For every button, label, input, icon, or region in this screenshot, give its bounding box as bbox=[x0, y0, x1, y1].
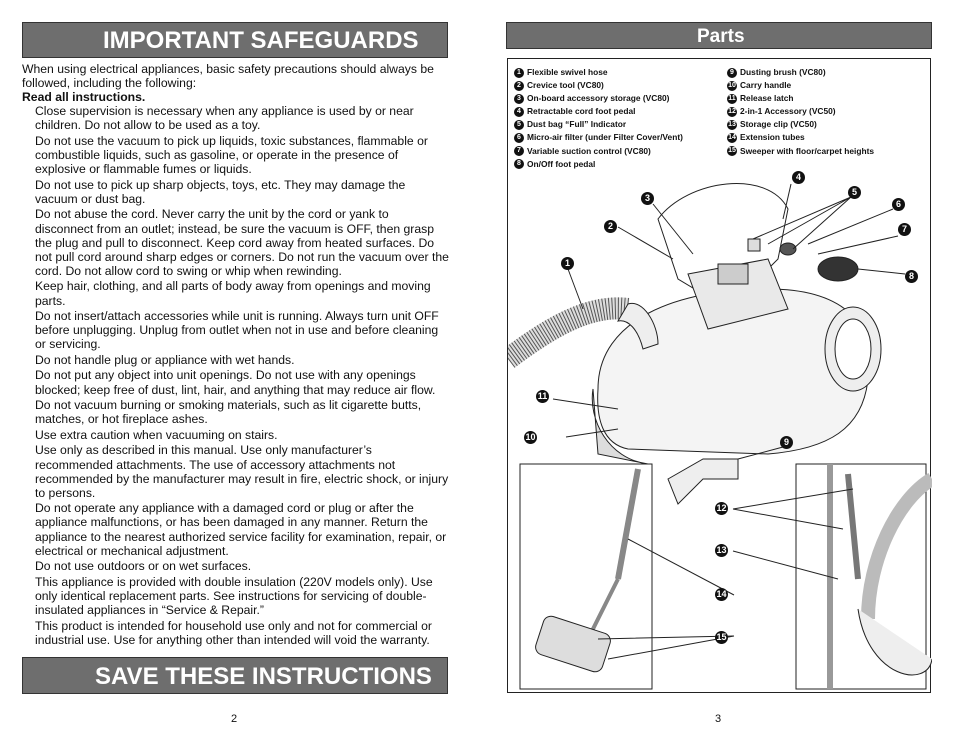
legend-item: 7 Variable suction control (VC80) bbox=[514, 145, 683, 158]
callout-2: 2 bbox=[604, 220, 617, 233]
page-number-left: 2 bbox=[231, 713, 238, 725]
legend-item: 6 Micro-air filter (under Filter Cover/Vent) bbox=[514, 131, 683, 144]
legend-item: 11 Release latch bbox=[728, 93, 794, 104]
callout-4: 4 bbox=[792, 171, 805, 184]
legend-item: 14 Extension tubes bbox=[728, 132, 805, 143]
safeguard-item: Close supervision is necessary when any appliance is used by or near children. Do not allow to be used as a toy. bbox=[35, 104, 414, 133]
legend-item: 2 Crevice tool (VC80) bbox=[514, 79, 683, 92]
legend-item: 1 Flexible swivel hose bbox=[514, 66, 683, 79]
page-number-right: 3 bbox=[715, 713, 722, 725]
safeguard-item: Do not use outdoors or on wet surfaces. bbox=[35, 559, 252, 574]
safeguards-text bbox=[22, 62, 450, 648]
safeguard-item: Keep hair, clothing, and all parts of body away from openings and moving parts. bbox=[35, 279, 431, 308]
safeguard-item: Use only as described in this manual. Use only manufacturer’s recommended attachments. The use of accessory attachments not recommended by the manufacturer may result in fire, electric shock, or injury to persons. bbox=[35, 443, 449, 500]
callout-13: 13 bbox=[716, 545, 727, 555]
safeguard-item: This appliance is provided with double insulation (220V models only). Use only identical replacement parts. See instructions for servicing of double-insulated appliances in “Service & Repair.” bbox=[35, 574, 433, 617]
callout-1: 1 bbox=[561, 257, 574, 270]
safeguard-item: Do not abuse the cord. Never carry the unit by the cord or yank to disconnect from an outlet; instead, be sure the vacuum is OFF, then grasp the plug and pull to disconnect. Keep cord away from heated surfaces. Do not pull cord around sharp edges or corners. Do not run the vacuum over the cord. Do not allow cord to swing or whip when rewinding. bbox=[35, 207, 449, 278]
callout-3: 3 bbox=[641, 192, 654, 205]
callout-14: 14 bbox=[716, 589, 727, 599]
legend-item: 9 Dusting brush (VC80) bbox=[727, 66, 874, 79]
callout-12: 12 bbox=[716, 503, 727, 513]
callout-15: 15 bbox=[716, 632, 727, 642]
safeguard-item: Do not insert/attach accessories while unit is running. Always turn unit OFF before unplugging. Unplug from outlet when not in use and before cleaning or servicing. bbox=[35, 309, 439, 352]
read-all-heading: Read all instructions. bbox=[22, 90, 146, 105]
legend-item: 10 Carry handle bbox=[728, 80, 792, 91]
safeguard-item: Do not use to pick up sharp objects, toys, etc. They may damage the vacuum or dust bag. bbox=[35, 177, 406, 206]
save-instructions-banner: SAVE THESE INSTRUCTIONS bbox=[22, 657, 448, 694]
legend-item: 4 Retractable cord foot pedal bbox=[514, 105, 683, 118]
parts-header: Parts bbox=[506, 22, 932, 49]
callout-9: 9 bbox=[780, 436, 793, 449]
callout-7: 7 bbox=[898, 223, 911, 236]
safeguard-item: Do not operate any appliance with a damaged cord or plug or after the appliance malfunctions, or has been damaged in any manner. Return the appliance to the nearest authorized service facility for examination, repair, or electrical or mechanical adjustment. bbox=[35, 501, 447, 558]
legend-item: 3 On-board accessory storage (VC80) bbox=[514, 92, 683, 105]
safeguard-item: Do not handle plug or appliance with wet hands. bbox=[35, 352, 295, 367]
parts-diagram bbox=[507, 58, 931, 693]
legend-item: 5 Dust bag “Full” Indicator bbox=[514, 118, 683, 131]
callout-11: 11 bbox=[537, 391, 548, 401]
legend-item: 8 On/Off foot pedal bbox=[514, 158, 683, 171]
callout-8: 8 bbox=[905, 270, 918, 283]
safeguard-item: Use extra caution when vacuuming on stairs. bbox=[35, 427, 278, 442]
callout-6: 6 bbox=[892, 198, 905, 211]
intro-text: When using electrical appliances, basic safety precautions should always be followed, including the following: bbox=[22, 62, 434, 91]
safeguard-item: Do not put any object into unit openings. Do not use with any openings blocked; keep free of dust, lint, hair, and anything that may reduce air flow. bbox=[35, 368, 436, 397]
legend-item: 15 Sweeper with floor/carpet heights bbox=[728, 145, 875, 156]
callout-5: 5 bbox=[848, 186, 861, 199]
safeguard-item: Do not use the vacuum to pick up liquids, toxic substances, flammable or combustible liquids, such as gasoline, or operate in the presence of explosive or flammable fumes or liquids. bbox=[35, 133, 428, 177]
safeguard-item: Do not vacuum burning or smoking materials, such as lit cigarette butts, matches, or hot fireplace ashes. bbox=[35, 398, 422, 427]
callout-10: 10 bbox=[525, 432, 536, 442]
legend-item: 12 2-in-1 Accessory (VC50) bbox=[728, 106, 836, 117]
safeguards-header: IMPORTANT SAFEGUARDS bbox=[22, 22, 448, 58]
safeguard-item: This product is intended for household use only and not for commercial or industrial use. Use for anything other than intended will void the warranty. bbox=[35, 618, 432, 647]
legend-item: 13 Storage clip (VC50) bbox=[728, 119, 817, 130]
